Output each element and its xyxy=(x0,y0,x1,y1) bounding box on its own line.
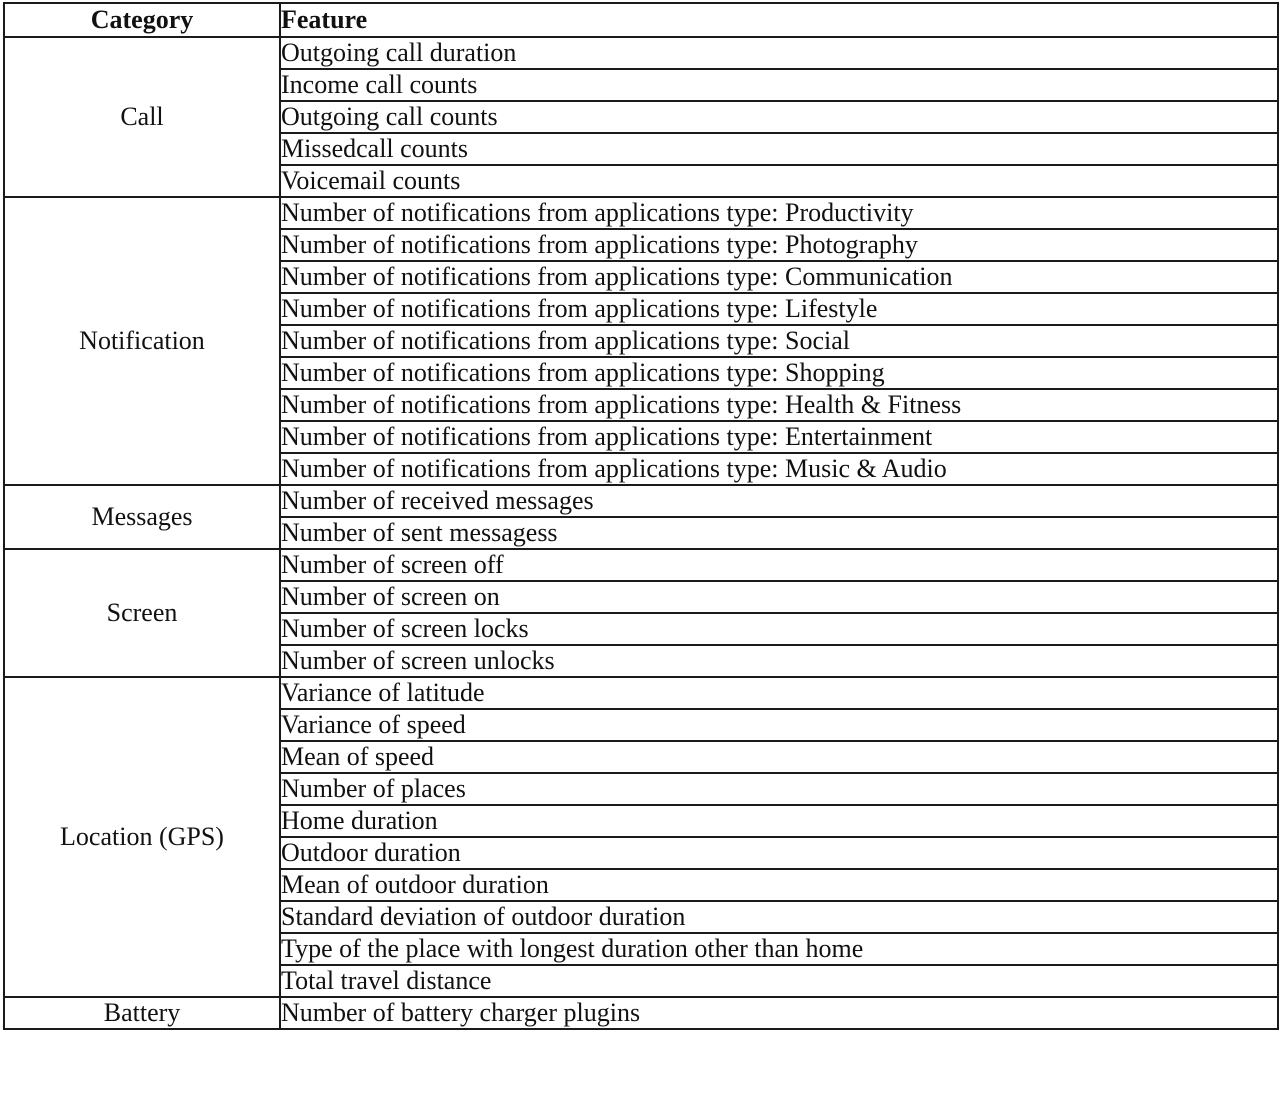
feature-cell: Number of notifications from applications type: Photography xyxy=(280,229,1278,261)
feature-cell: Mean of outdoor duration xyxy=(280,869,1278,901)
table-row xyxy=(4,197,1278,229)
table-body xyxy=(4,37,1278,1029)
feature-cell: Number of battery charger plugins xyxy=(280,997,1278,1029)
table-header xyxy=(4,3,1278,37)
feature-table xyxy=(3,2,1279,1030)
header-row xyxy=(4,3,1278,37)
feature-cell: Type of the place with longest duration other than home xyxy=(280,933,1278,965)
category-column-header: Category xyxy=(4,3,280,37)
feature-column-header: Feature xyxy=(280,3,1278,37)
category-cell: Call xyxy=(4,37,280,197)
feature-cell: Number of notifications from applications type: Productivity xyxy=(280,197,1278,229)
feature-cell: Standard deviation of outdoor duration xyxy=(280,901,1278,933)
category-cell: Location (GPS) xyxy=(4,677,280,997)
feature-cell: Variance of speed xyxy=(280,709,1278,741)
category-cell: Screen xyxy=(4,549,280,677)
feature-cell: Missedcall counts xyxy=(280,133,1278,165)
category-cell: Notification xyxy=(4,197,280,485)
feature-cell: Number of screen locks xyxy=(280,613,1278,645)
feature-cell: Number of places xyxy=(280,773,1278,805)
feature-cell: Outdoor duration xyxy=(280,837,1278,869)
feature-cell: Income call counts xyxy=(280,69,1278,101)
table-row xyxy=(4,549,1278,581)
feature-cell: Voicemail counts xyxy=(280,165,1278,197)
feature-cell: Number of screen unlocks xyxy=(280,645,1278,677)
table-row xyxy=(4,37,1278,69)
feature-cell: Number of screen off xyxy=(280,549,1278,581)
feature-cell: Number of screen on xyxy=(280,581,1278,613)
category-cell: Battery xyxy=(4,997,280,1029)
feature-cell: Number of notifications from applications type: Lifestyle xyxy=(280,293,1278,325)
feature-cell: Variance of latitude xyxy=(280,677,1278,709)
feature-cell: Home duration xyxy=(280,805,1278,837)
feature-cell: Mean of speed xyxy=(280,741,1278,773)
feature-cell: Number of notifications from applications type: Communication xyxy=(280,261,1278,293)
feature-cell: Number of notifications from applications type: Health & Fitness xyxy=(280,389,1278,421)
feature-cell: Total travel distance xyxy=(280,965,1278,997)
table-row xyxy=(4,485,1278,517)
feature-cell: Number of sent messagess xyxy=(280,517,1278,549)
feature-cell: Outgoing call duration xyxy=(280,37,1278,69)
feature-cell: Outgoing call counts xyxy=(280,101,1278,133)
table-row xyxy=(4,677,1278,709)
feature-cell: Number of notifications from applications type: Shopping xyxy=(280,357,1278,389)
category-cell: Messages xyxy=(4,485,280,549)
feature-cell: Number of notifications from applications type: Social xyxy=(280,325,1278,357)
feature-cell: Number of received messages xyxy=(280,485,1278,517)
table-row xyxy=(4,997,1278,1029)
feature-cell: Number of notifications from applications type: Music & Audio xyxy=(280,453,1278,485)
feature-cell: Number of notifications from applications type: Entertainment xyxy=(280,421,1278,453)
